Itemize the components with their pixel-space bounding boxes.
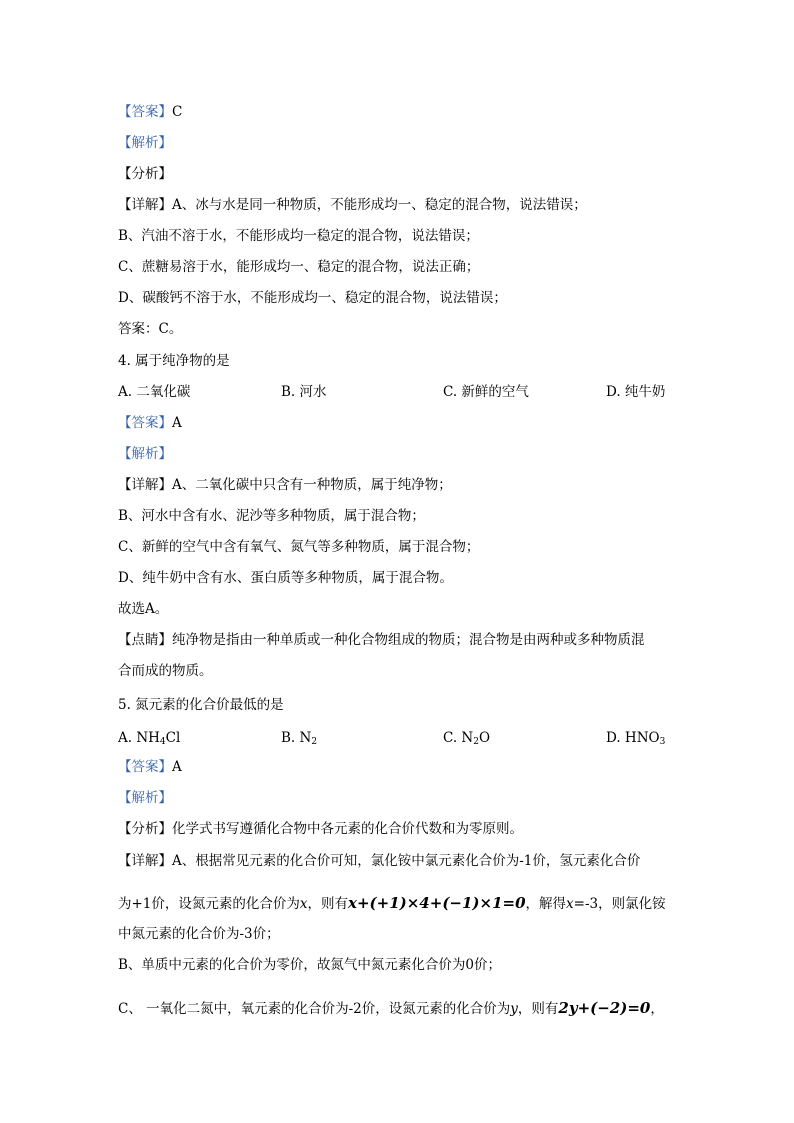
detail-text: ， — [650, 1001, 664, 1017]
explain-tag: 【解析】 — [118, 790, 172, 806]
subscript: 2 — [311, 737, 318, 747]
option-text: A. NH — [118, 730, 160, 746]
q4-detail-d: D、纯牛奶中含有水、蛋白质等多种物质，属于混合物。 — [118, 570, 453, 586]
q3-detail-c: C、蔗糖易溶于水，能形成均一、稳定的混合物，说法正确； — [118, 259, 480, 275]
comment-tag: 【点睛】 — [118, 632, 172, 648]
q5-stem: 5. 氮元素的化合价最低的是 — [118, 697, 284, 713]
answer-tag: 【答案】 — [118, 759, 172, 775]
subscript: 2 — [473, 737, 479, 747]
equation: 2y+(−2)=0 — [558, 999, 651, 1017]
option-text: B. N — [281, 730, 312, 746]
q3-answer-line — [118, 103, 182, 121]
explain-tag: 【解析】 — [118, 446, 172, 462]
variable: x — [566, 896, 574, 912]
q4-comment-line2: 合而成的物质。 — [118, 663, 213, 679]
detail-text: ，则有 — [517, 1001, 559, 1017]
q4-option-a: A. 二氧化碳 — [118, 384, 191, 400]
detail-text: A、冰与水是同一种物质，不能形成均一、稳定的混合物，说法错误； — [172, 197, 587, 213]
q4-detail-b: B、河水中含有水、泥沙等多种物质，属于混合物； — [118, 508, 425, 524]
answer-tag: 【答案】 — [118, 104, 172, 120]
q5-option-b — [281, 729, 317, 751]
q5-detail-a-line1 — [118, 852, 640, 870]
subscript: 3 — [659, 737, 666, 747]
detail-text: 为+1价，设氮元素的化合价为 — [118, 896, 300, 912]
q5-answer-line — [118, 758, 182, 776]
q3-detail-d: D、碳酸钙不溶于水，不能形成均一、稳定的混合物，说法错误； — [118, 290, 507, 306]
answer-value: A — [172, 415, 182, 431]
answer-value: C — [172, 104, 183, 120]
q5-option-a — [118, 729, 180, 751]
q5-option-d — [606, 729, 665, 751]
q4-option-b: B. 河水 — [281, 384, 327, 400]
detail-tag: 【详解】 — [118, 477, 172, 493]
equation: x+(+1)×4+(−1)×1=0 — [348, 894, 526, 912]
option-text: D. HNO — [606, 730, 660, 746]
option-text: Cl — [165, 730, 181, 746]
q4-detail-c: C、新鲜的空气中含有氧气、氮气等多种物质，属于混合物； — [118, 539, 480, 555]
analysis-tag: 【分析】 — [118, 166, 172, 182]
subscript: 4 — [159, 737, 166, 747]
q5-detail-c — [118, 999, 664, 1018]
variable: y — [510, 1001, 518, 1017]
detail-tag: 【详解】 — [118, 197, 172, 213]
q4-option-c: C. 新鲜的空气 — [443, 384, 529, 400]
q5-detail-b: B、单质中元素的化合价为零价，故氮气中氮元素化合价为0价； — [118, 957, 502, 973]
q3-detail-a — [118, 196, 587, 214]
answer-value: A — [172, 759, 182, 775]
q4-answer-line — [118, 414, 182, 432]
detail-text: ，解得 — [525, 896, 567, 912]
q3-conclusion: 答案：C。 — [118, 321, 183, 337]
option-text: O — [478, 730, 491, 746]
comment-text: 纯净物是指由一种单质或一种化合物组成的物质；混合物是由两种或多种物质混 — [172, 632, 645, 648]
q4-conclusion: 故选A。 — [118, 601, 169, 617]
q5-detail-a-line3: 中氮元素的化合价为-3价； — [118, 926, 280, 942]
q4-stem: 4. 属于纯净物的是 — [118, 353, 230, 369]
q4-detail-a — [118, 476, 452, 494]
answer-tag: 【答案】 — [118, 415, 172, 431]
detail-text: A、根据常见元素的化合价可知，氯化铵中氯元素化合价为-1价，氢元素化合价 — [172, 853, 641, 869]
q3-detail-b: B、汽油不溶于水，不能形成均一稳定的混合物，说法错误； — [118, 228, 479, 244]
analysis-tag: 【分析】 — [118, 821, 172, 837]
variable: x — [299, 896, 308, 912]
detail-text: ，则有 — [307, 896, 349, 912]
q5-detail-a-line2 — [118, 894, 666, 913]
detail-text: =-3，则氯化铵 — [573, 896, 666, 912]
q4-comment — [118, 631, 645, 649]
analysis-text: 化学式书写遵循化合物中各元素的化合价代数和为零原则。 — [172, 821, 523, 837]
detail-tag: 【详解】 — [118, 853, 172, 869]
detail-text: A、二氧化碳中只含有一种物质，属于纯净物； — [172, 477, 452, 493]
q5-analysis — [118, 820, 523, 838]
q5-option-c — [443, 729, 490, 751]
detail-text: C、 一氧化二氮中，氧元素的化合价为-2价，设氮元素的化合价为 — [118, 1001, 511, 1017]
explain-tag: 【解析】 — [118, 135, 172, 151]
option-text: C. N — [443, 730, 474, 746]
q4-option-d: D. 纯牛奶 — [606, 384, 666, 400]
